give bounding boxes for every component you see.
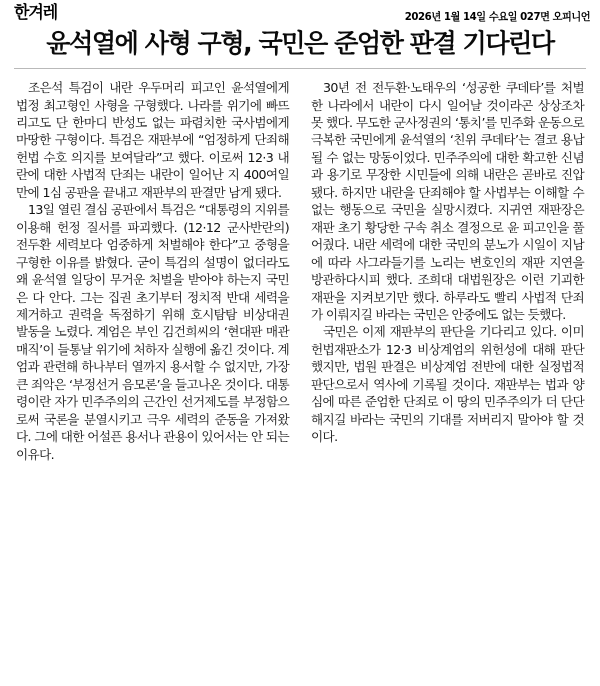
hankyoreh-logo: 한겨레 (14, 3, 58, 23)
paragraph: 조은석 특검이 내란 우두머리 피고인 윤석열에게 법정 최고형인 사형을 구형했다. 나라를 위기에 빠뜨리고도 단 한마디 반성도 없는 파렴치한 국사범에게 마땅한 구형이다. 특검은 재판부에 “엄정하게 단죄해 헌법 수호 의지를 보여달라”고 했다. 이로써 12·3 내란에 대한 사법적 단죄는 내란이 일어난 지 400여일 만에 1심 공판을 끝내고 재판부의 판결만 남게 됐다. (16, 80, 289, 200)
paragraph: 국민은 이제 재판부의 판단을 기다리고 있다. 이미 헌법재판소가 12·3 비상계엄의 위헌성에 대해 판단했지만, 법원 판결은 비상계엄 전반에 대한 실정법적 판단으로서 역사에 기록될 것이다. 재판부는 법과 양심에 따른 준엄한 단죄로 이 땅의 민주주의가 더 단단해지길 바라는 국민의 기대를 저버리지 말아야 할 것이다. (311, 324, 584, 445)
article-column-left (16, 79, 289, 463)
headline-container (0, 22, 600, 59)
article-columns (0, 69, 600, 463)
article-column-right (311, 79, 584, 446)
dateline: 2026년 1월 14일 수요일 027면 오피니언 (404, 10, 590, 23)
paragraph: 13일 열린 결심 공판에서 특검은 “대통령의 지위를 이용해 헌정 질서를 파괴했다. (12·12 군사반란의) 전두환 세력보다 엄중하게 처벌해야 한다”고 중형을 구형한 이유를 밝혔다. 굳이 특검의 설명이 없더라도 왜 윤석열 일당이 무거운 처벌을 받아야 하는지 국민은 다 안다. 그는 집권 초기부터 정치적 반대 세력을 제거하고 권력을 독점하기 위해 호시탐탐 비상대권 발동을 노렸다. 계엄은 부인 김건희씨의 ‘현대판 매관매직’이 들통날 위기에 처하자 실행에 옮긴 것이다. 계엄과 관련해 하나부터 열까지 용서할 수 없지만, 가장 큰 죄악은 ‘부정선거 음모론’을 들고나온 것이다. 대통령이란 자가 민주주의의 근간인 선거제도를 부정함으로써 국론을 분열시키고 극우 세력의 준동을 가져왔다. 그에 대한 어설픈 용서나 관용이 있어서는 안 되는 이유다. (16, 202, 289, 462)
paragraph: 30년 전 전두환·노태우의 ‘성공한 쿠데타’를 처벌한 나라에서 내란이 다시 일어날 것이라곤 상상조차 못 했다. 무도한 군사정권의 ‘통치’를 민주화 운동으로 극복한 국민에게 윤석열의 ‘친위 쿠데타’는 결코 용납될 수 없는 망동이었다. 민주주의에 대한 확고한 신념과 용기로 무장한 시민들에 의해 내란은 곧바로 진압됐다. 하지만 내란을 단죄해야 할 사법부는 이해할 수 없는 행동으로 국민을 실망시켰다. 지귀연 재판장은 재판 초기 황당한 구속 취소 결정으로 윤 피고인을 풀어줬다. 내란 세력에 대한 국민의 분노가 시일이 지남에 따라 사그라들기를 노리는 변호인의 재판 지연을 방관하다시피 했다. 조희대 대법원장은 이런 기괴한 재판을 지켜보기만 했다. 하루라도 빨리 사법적 단죄가 이뤄지길 바라는 국민은 안중에도 없는 듯했다. (311, 80, 584, 322)
masthead (0, 0, 600, 22)
page-title: 윤석열에 사형 구형, 국민은 준엄한 판결 기다린다 (46, 29, 554, 59)
